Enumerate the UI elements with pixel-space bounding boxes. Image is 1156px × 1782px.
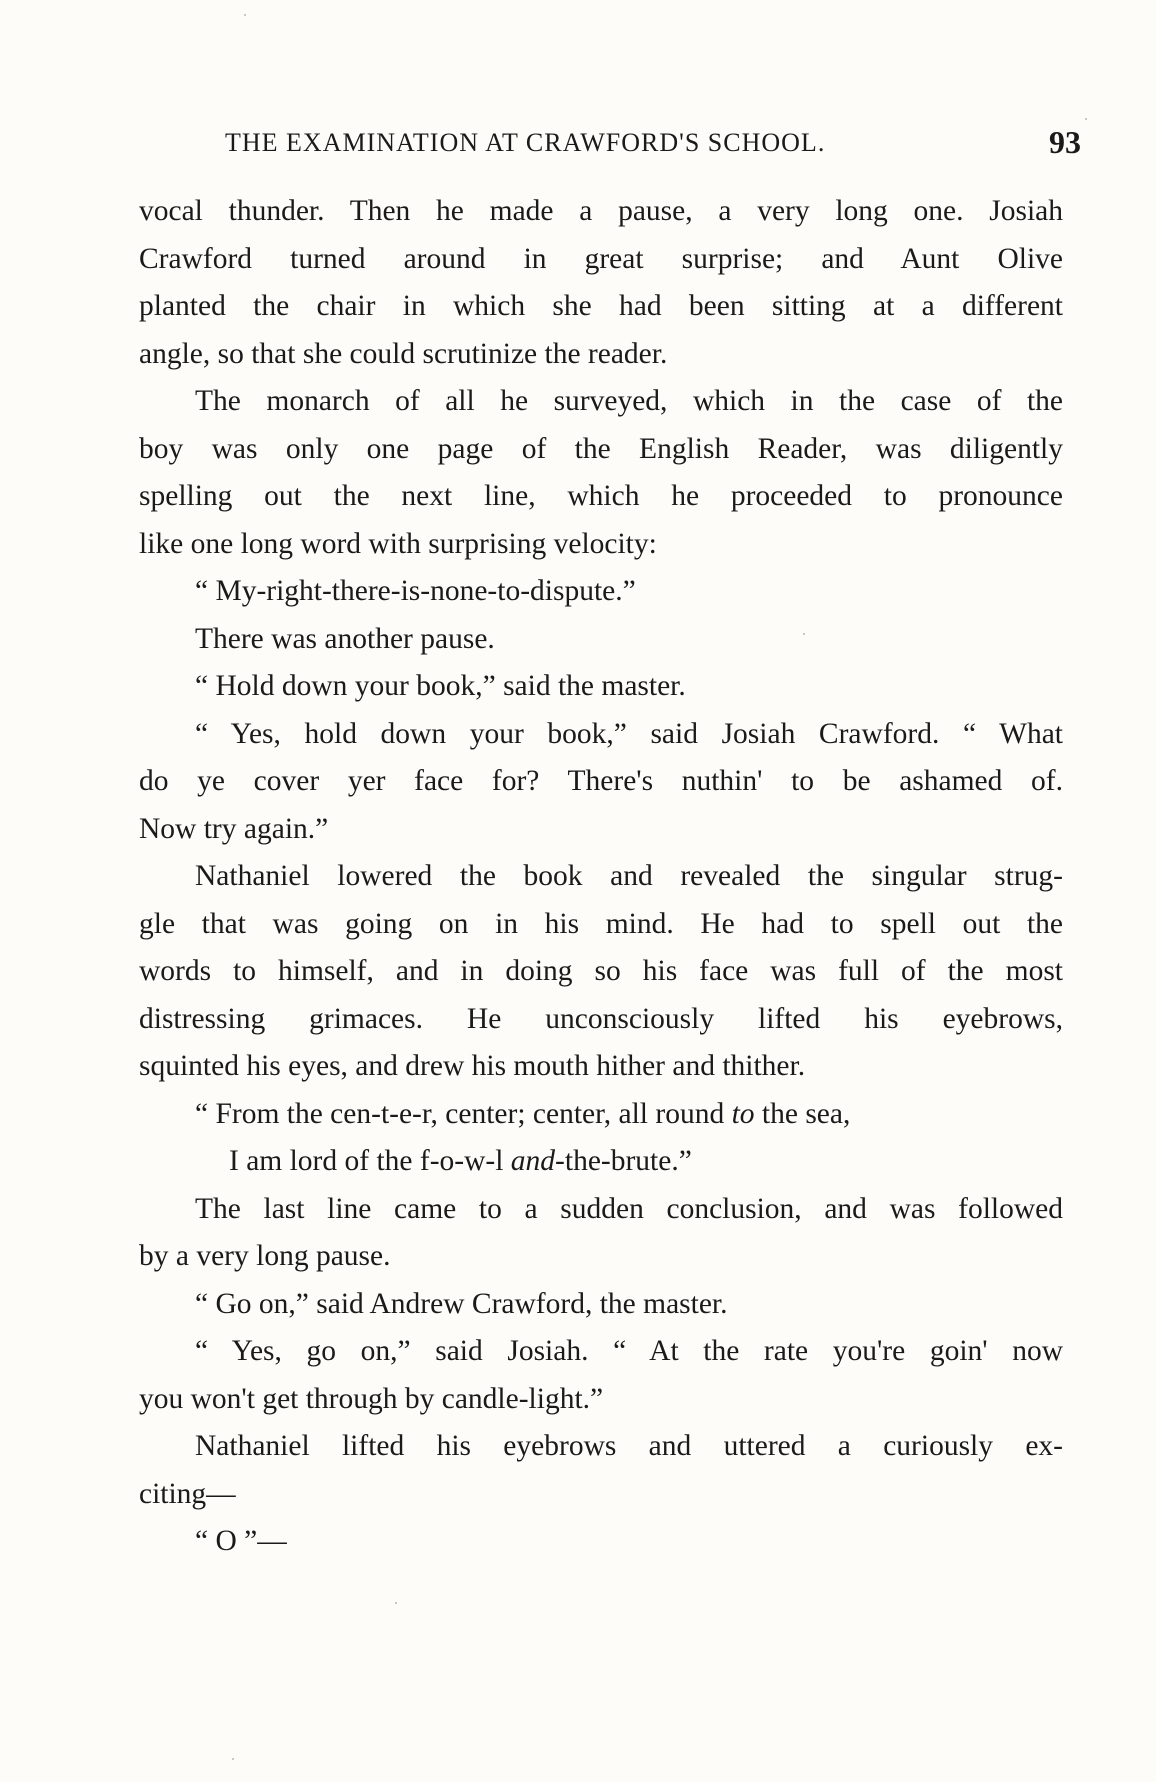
text-line: “ My-right-there-is-none-to-dispute.” bbox=[195, 575, 636, 607]
page-number: 93 bbox=[1049, 124, 1081, 160]
text-span: the sea, bbox=[754, 1097, 851, 1130]
text-line: The monarch of all he surveyed, which in the case of the bbox=[195, 385, 1063, 417]
text-line: Nathaniel lowered the book and revealed the singular strug- bbox=[195, 860, 1063, 892]
paper-speck bbox=[1085, 118, 1087, 120]
running-head bbox=[225, 122, 1081, 166]
text-line: like one long word with surprising velocity: bbox=[139, 527, 657, 560]
paper-speck bbox=[803, 633, 805, 635]
text-line: words to himself, and in doing so his face was full of the most bbox=[139, 955, 1063, 987]
text-span: “ From the cen-t-e-r, center; center, all round bbox=[195, 1097, 732, 1130]
text-span: -the-brute.” bbox=[555, 1145, 692, 1177]
text-line: There was another pause. bbox=[195, 622, 495, 655]
italic-span: and bbox=[510, 1145, 556, 1177]
italic-span: to bbox=[731, 1097, 755, 1130]
text-line: “ O ”— bbox=[195, 1525, 287, 1557]
text-line: by a very long pause. bbox=[139, 1240, 391, 1272]
text-line: planted the chair in which she had been sitting at a different bbox=[139, 290, 1063, 322]
verse-line bbox=[139, 1138, 1063, 1186]
text-line: “ Go on,” said Andrew Crawford, the master. bbox=[195, 1287, 728, 1320]
text-line: “ Yes, go on,” said Josiah. “ At the rate you're goin' now bbox=[195, 1335, 1063, 1367]
text-line: you won't get through by candle-light.” bbox=[139, 1382, 604, 1415]
paper-speck bbox=[232, 1758, 234, 1760]
text-line: gle that was going on in his mind. He had to spell out the bbox=[139, 907, 1063, 940]
text-line: vocal thunder. Then he made a pause, a very long one. Josiah bbox=[139, 195, 1063, 227]
text-line: Now try again.” bbox=[139, 812, 329, 845]
text-line: citing— bbox=[139, 1477, 236, 1510]
text-line: boy was only one page of the English Reader, was diligently bbox=[139, 432, 1063, 465]
text-span: I am lord of the f-o-w-l bbox=[229, 1145, 511, 1177]
paper-speck bbox=[395, 1602, 397, 1604]
text-line: do ye cover yer face for? There's nuthin' to be ashamed of. bbox=[139, 765, 1063, 797]
running-head-title: THE EXAMINATION AT CRAWFORD'S SCHOOL. bbox=[225, 128, 826, 157]
paper-speck bbox=[244, 14, 246, 16]
body-text bbox=[139, 188, 1063, 1566]
text-line: “ Yes, hold down your book,” said Josiah Crawford. “ What bbox=[195, 717, 1063, 750]
text-line: spelling out the next line, which he proceeded to pronounce bbox=[139, 480, 1063, 512]
text-line: Crawford turned around in great surprise; and Aunt Olive bbox=[139, 242, 1063, 275]
text-line: “ Hold down your book,” said the master. bbox=[195, 670, 686, 702]
text-line: squinted his eyes, and drew his mouth hither and thither. bbox=[139, 1050, 806, 1082]
text-line: Nathaniel lifted his eyebrows and uttered a curiously ex- bbox=[195, 1430, 1063, 1462]
verse-line bbox=[139, 1091, 1063, 1139]
text-line: The last line came to a sudden conclusion, and was followed bbox=[195, 1192, 1063, 1225]
text-line: angle, so that she could scrutinize the reader. bbox=[139, 337, 668, 370]
text-line: distressing grimaces. He unconsciously lifted his eyebrows, bbox=[139, 1002, 1063, 1035]
